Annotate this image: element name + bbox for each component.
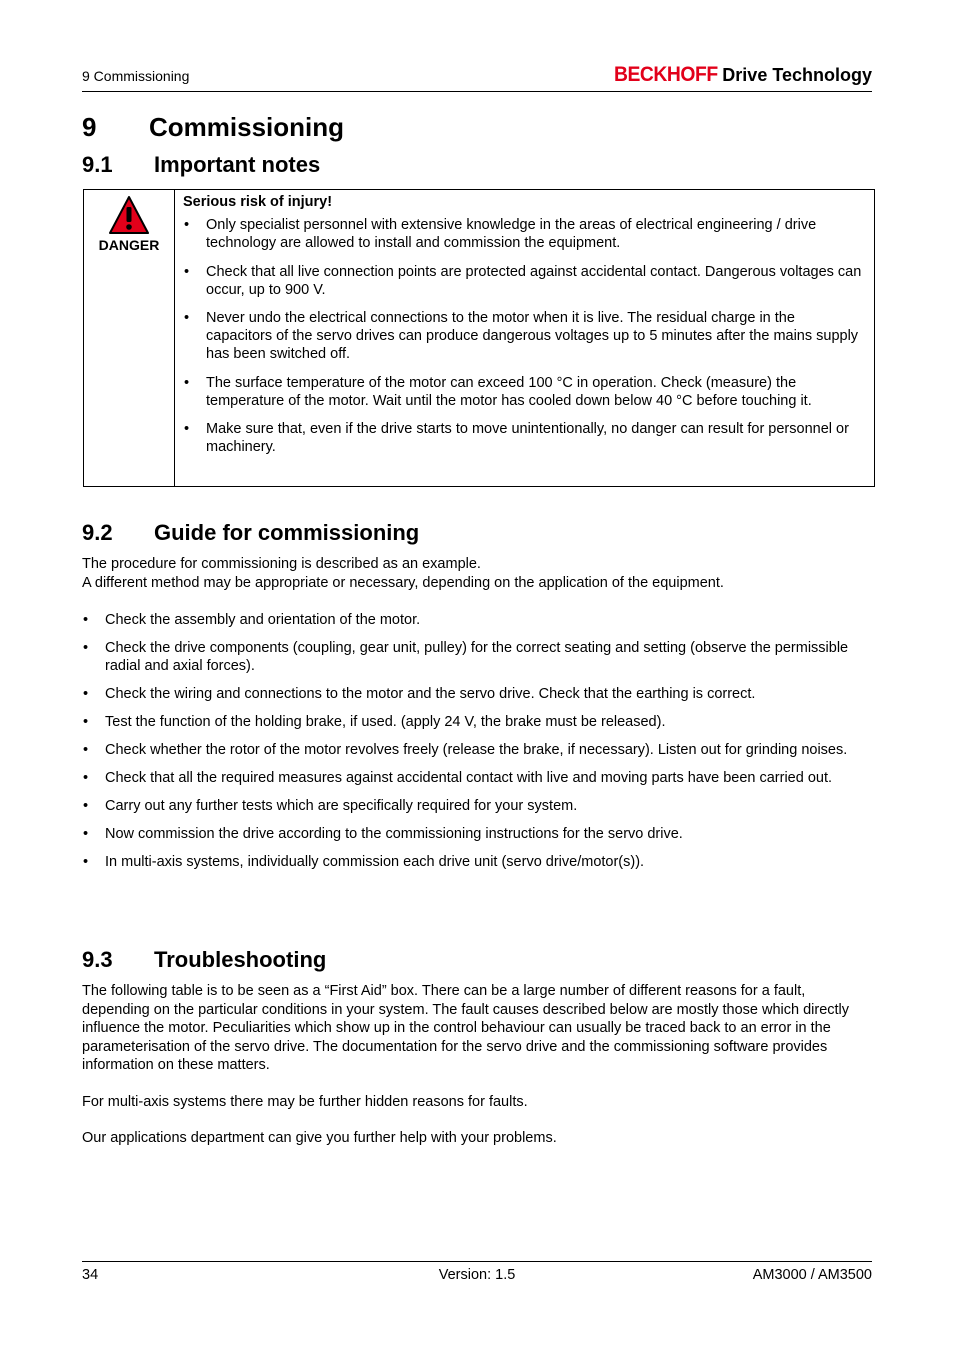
header-rule [82, 91, 872, 92]
list-item: • Make sure that, even if the drive starts to move unintentionally, no danger can result for personnel or machinery. [183, 420, 863, 456]
list-item: • Check that all live connection points are protected against accidental contact. Dangerous voltages can occur, up to 900 V. [183, 263, 863, 299]
section-title: Troubleshooting [154, 947, 327, 972]
section-title: Important notes [154, 152, 321, 177]
section-heading-important-notes [82, 152, 320, 178]
chapter-title [82, 112, 344, 143]
list-item: • Now commission the drive according to the commissioning instructions for the servo drive. [82, 825, 872, 843]
danger-notice-box [83, 189, 875, 487]
list-item: • Carry out any further tests which are specifically required for your system. [82, 797, 872, 815]
section-number: 9.1 [82, 152, 113, 177]
danger-label: DANGER [98, 237, 160, 253]
page-number: 34 [82, 1267, 99, 1283]
danger-content [183, 193, 863, 466]
header-brand [605, 63, 872, 87]
troubleshooting-paragraph-1: The following table is to be seen as a “First Aid” box. There can be a large number of different reasons for a fault, depending on the particular conditions in your system. The fault causes described below are mostly those which directly influence the motor. Peculiarities which show up in the control behaviour can usually be traced back to an error in the parameterisation of the servo drive. The documentation for the servo drive and the commissioning software provides information on these matters. [82, 983, 850, 1074]
section-heading-guide [82, 520, 419, 546]
chapter-number: 9 [82, 112, 97, 142]
guide-intro-line-1: The procedure for commissioning is described as an example. [82, 556, 481, 572]
section-title: Guide for commissioning [154, 520, 420, 545]
list-item: • Check that all the required measures against accidental contact with live and moving parts have been carried out. [82, 769, 872, 787]
list-item: • Check whether the rotor of the motor revolves freely (release the brake, if necessary). Listen out for grinding noises. [82, 741, 872, 759]
section-heading-troubleshooting [82, 947, 326, 973]
list-item: • Only specialist personnel with extensive knowledge in the areas of electrical engineering / drive technology are allowed to install and commission the equipment. [183, 216, 863, 252]
header-section-label: 9 Commissioning [82, 68, 190, 84]
list-item: • Never undo the electrical connections to the motor when it is live. The residual charge in the capacitors of the servo drives can produce dangerous voltages up to 5 minutes after the mains supply has been switched off. [183, 309, 863, 364]
brand-suffix: Drive Technology [722, 65, 872, 85]
beckhoff-logo: BECKHOFF [613, 63, 718, 86]
list-item: • The surface temperature of the motor can exceed 100 °C in operation. Check (measure) the temperature of the motor. Wait until the motor has cooled down below 40 °C before touching it. [183, 374, 863, 410]
danger-icon-column [84, 190, 175, 486]
chapter-title-text: Commissioning [149, 112, 345, 142]
guide-bullet-list [82, 611, 872, 881]
list-item: • In multi-axis systems, individually commission each drive unit (servo drive/motor(s)). [82, 853, 872, 871]
danger-bullet-list [183, 216, 863, 456]
guide-intro [82, 555, 872, 592]
section-number: 9.3 [82, 947, 113, 972]
footer-rule [82, 1261, 872, 1262]
footer-version: Version: 1.5 [438, 1267, 516, 1283]
guide-intro-line-2: A different method may be appropriate or necessary, depending on the application of the equipment. [82, 574, 724, 591]
section-number: 9.2 [82, 520, 113, 545]
footer-product: AM3000 / AM3500 [752, 1267, 872, 1283]
warning-triangle-icon [108, 195, 150, 235]
list-item: • Check the drive components (coupling, gear unit, pulley) for the correct seating and setting (observe the permissible radial and axial forces). [82, 639, 872, 675]
list-item: • Check the wiring and connections to the motor and the servo drive. Check that the earthing is correct. [82, 685, 872, 703]
list-item: • Check the assembly and orientation of the motor. [82, 611, 872, 629]
list-item: • Test the function of the holding brake, if used. (apply 24 V, the brake must be released). [82, 713, 872, 731]
danger-heading: Serious risk of injury! [183, 194, 333, 210]
troubleshooting-paragraph-3: Our applications department can give you further help with your problems. [82, 1130, 557, 1146]
troubleshooting-paragraph-2: For multi-axis systems there may be further hidden reasons for faults. [82, 1094, 528, 1110]
